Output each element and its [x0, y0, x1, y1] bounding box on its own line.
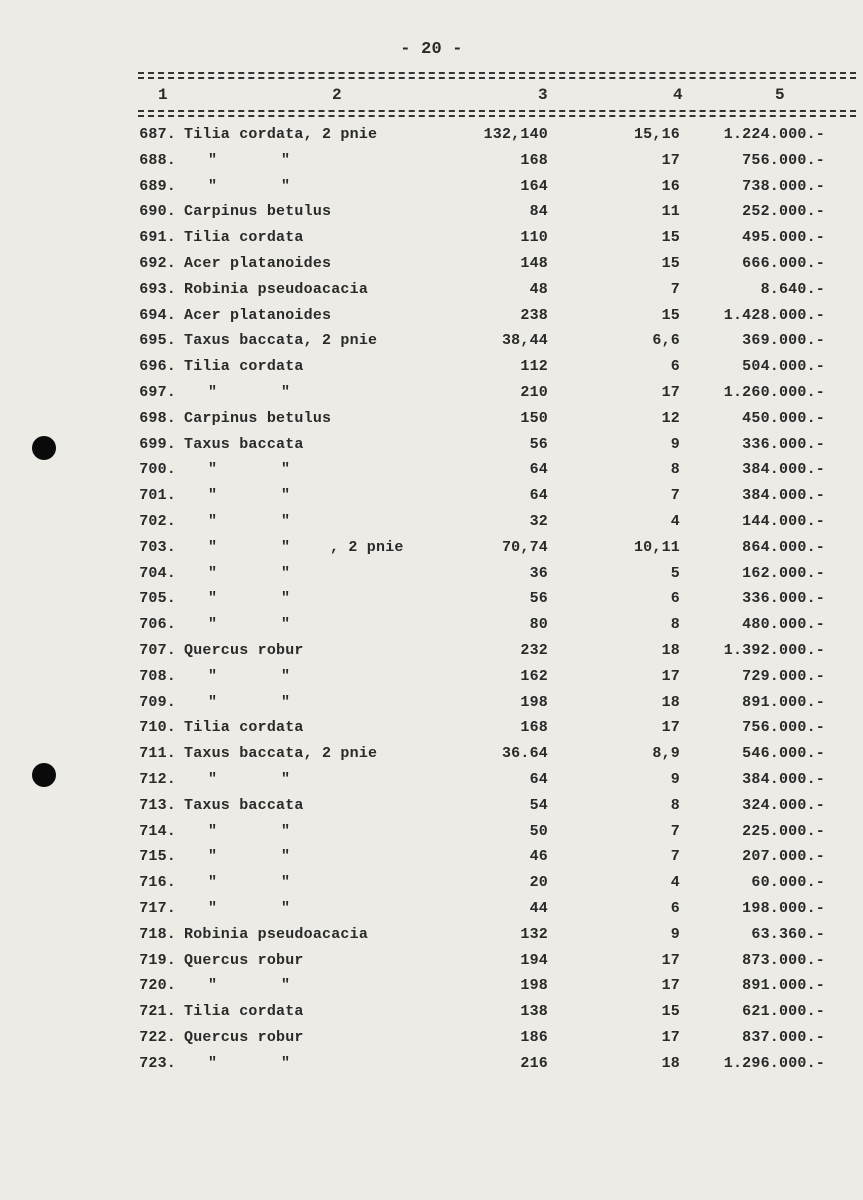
header-bottom-rule: [138, 110, 856, 112]
column-4-value: 9: [670, 925, 680, 943]
column-3-value: 64: [529, 771, 548, 788]
ditto-mark: ": [281, 538, 291, 556]
column-4-value: 4: [670, 874, 680, 892]
species-name: Tilia cordata: [184, 229, 304, 247]
column-4-value: 6,6: [652, 332, 680, 350]
ditto-mark: ": [208, 693, 218, 711]
column-5-value: 756.000.-: [742, 151, 825, 169]
row-number: 714.: [139, 822, 176, 840]
table-row: [0, 1029, 863, 1053]
ditto-mark: ": [208, 822, 218, 840]
column-4-value: 17: [661, 151, 680, 169]
row-number: 691.: [139, 229, 176, 247]
ditto-mark: ": [281, 616, 291, 634]
column-5-value: 198.000.-: [742, 900, 825, 917]
column-4-value: 8,9: [652, 745, 680, 763]
header-top-rule-2: [138, 77, 856, 79]
row-number: 716.: [139, 874, 176, 892]
column-3-value: 168: [520, 151, 548, 169]
column-4-value: 16: [661, 177, 680, 195]
ditto-mark: ": [208, 771, 218, 788]
table-row: [0, 487, 863, 511]
column-5-value: 504.000.-: [742, 358, 825, 376]
punch-hole-upper: [32, 436, 56, 460]
column-5-value: 369.000.-: [742, 332, 825, 350]
column-header-1: 1: [158, 86, 168, 104]
column-4-value: 8: [670, 796, 680, 814]
row-number: 703.: [139, 538, 176, 556]
column-4-value: 17: [661, 384, 680, 401]
column-4-value: 17: [661, 977, 680, 995]
species-name: Carpinus betulus: [184, 203, 332, 221]
column-5-value: 621.000.-: [742, 1003, 825, 1021]
column-3-value: 194: [520, 951, 548, 969]
column-3-value: 198: [520, 977, 548, 995]
ditto-mark: ": [281, 874, 291, 892]
row-number: 699.: [139, 435, 176, 453]
table-row: [0, 771, 863, 795]
column-4-value: 6: [670, 358, 680, 376]
column-3-value: 210: [520, 384, 548, 401]
ditto-mark: ": [208, 667, 218, 685]
species-name: Tilia cordata: [184, 719, 304, 737]
column-5-value: 225.000.-: [742, 822, 825, 840]
column-header-3: 3: [538, 86, 548, 104]
column-5-value: 729.000.-: [742, 667, 825, 685]
column-3-value: 48: [529, 280, 548, 298]
row-number: 694.: [139, 306, 176, 324]
header-bottom-rule-2: [138, 115, 856, 117]
table-row: [0, 539, 863, 563]
row-number: 710.: [139, 719, 176, 737]
page-number: - 20 -: [400, 40, 463, 59]
row-number: 718.: [139, 925, 176, 943]
column-3-value: 56: [529, 435, 548, 453]
column-3-value: 198: [520, 693, 548, 711]
column-3-value: 132: [520, 925, 548, 943]
ditto-mark: ": [208, 874, 218, 892]
column-3-value: 44: [529, 900, 548, 917]
column-4-value: 18: [661, 693, 680, 711]
table-row: [0, 926, 863, 950]
column-3-value: 150: [520, 409, 548, 427]
punch-hole-lower: [32, 763, 56, 787]
column-3-value: 232: [520, 642, 548, 659]
row-number: 723.: [139, 1054, 176, 1072]
table-row: [0, 668, 863, 692]
table-row: [0, 203, 863, 227]
table-row: [0, 281, 863, 305]
column-4-value: 9: [670, 435, 680, 453]
ditto-mark: ": [208, 513, 218, 530]
ditto-mark: ": [281, 693, 291, 711]
column-5-value: 480.000.-: [742, 616, 825, 634]
column-5-value: 738.000.-: [742, 177, 825, 195]
column-3-value: 164: [520, 177, 548, 195]
table-row: [0, 1003, 863, 1027]
column-3-value: 162: [520, 667, 548, 685]
column-5-value: 873.000.-: [742, 951, 825, 969]
row-number: 720.: [139, 977, 176, 995]
table-row: [0, 874, 863, 898]
table-row: [0, 848, 863, 872]
ditto-mark: ": [281, 1054, 291, 1072]
table-row: [0, 384, 863, 408]
column-3-value: 84: [529, 203, 548, 221]
column-3-value: 36: [529, 564, 548, 582]
ditto-mark: ": [208, 900, 218, 917]
ditto-mark: ": [208, 538, 218, 556]
table-row: [0, 358, 863, 382]
column-3-value: 186: [520, 1029, 548, 1046]
ditto-mark: ": [281, 977, 291, 995]
column-3-value: 80: [529, 616, 548, 634]
column-5-value: 8.640.-: [760, 280, 825, 298]
row-number: 717.: [139, 900, 176, 917]
column-4-value: 7: [670, 822, 680, 840]
row-number: 707.: [139, 642, 176, 659]
ditto-mark: ": [208, 848, 218, 866]
column-4-value: 4: [670, 513, 680, 530]
column-4-value: 8: [670, 461, 680, 479]
row-number: 688.: [139, 151, 176, 169]
species-name: Taxus baccata, 2 pnie: [184, 745, 378, 763]
column-5-value: 864.000.-: [742, 538, 825, 556]
row-number: 695.: [139, 332, 176, 350]
column-5-value: 162.000.-: [742, 564, 825, 582]
ditto-mark: ": [281, 513, 291, 530]
table-row: [0, 513, 863, 537]
column-4-value: 7: [670, 487, 680, 505]
row-number: 708.: [139, 667, 176, 685]
ditto-mark: ": [281, 771, 291, 788]
row-number: 712.: [139, 771, 176, 788]
table-row: [0, 590, 863, 614]
row-number: 693.: [139, 280, 176, 298]
column-3-value: 50: [529, 822, 548, 840]
column-3-value: 64: [529, 487, 548, 505]
row-number: 697.: [139, 384, 176, 401]
species-name: Taxus baccata, 2 pnie: [184, 332, 378, 350]
species-name: Quercus robur: [184, 1029, 304, 1046]
column-5-value: 336.000.-: [742, 590, 825, 608]
column-4-value: 18: [661, 1054, 680, 1072]
column-5-value: 60.000.-: [751, 874, 825, 892]
column-5-value: 495.000.-: [742, 229, 825, 247]
table-row: [0, 977, 863, 1001]
species-name: Acer platanoides: [184, 255, 332, 272]
column-4-value: 7: [670, 280, 680, 298]
table-row: [0, 823, 863, 847]
table-row: [0, 332, 863, 356]
ditto-mark: ": [281, 900, 291, 917]
row-number: 719.: [139, 951, 176, 969]
column-4-value: 11: [661, 203, 680, 221]
row-number: 702.: [139, 513, 176, 530]
table-row: [0, 616, 863, 640]
column-3-value: 216: [520, 1054, 548, 1072]
column-4-value: 15: [661, 255, 680, 272]
column-4-value: 15: [661, 306, 680, 324]
table-row: [0, 797, 863, 821]
column-4-value: 17: [661, 667, 680, 685]
column-5-value: 891.000.-: [742, 693, 825, 711]
row-number: 696.: [139, 358, 176, 376]
ditto-mark: ": [281, 590, 291, 608]
row-number: 721.: [139, 1003, 176, 1021]
species-name: Quercus robur: [184, 642, 304, 659]
column-5-value: 324.000.-: [742, 796, 825, 814]
column-4-value: 17: [661, 951, 680, 969]
ditto-mark: ": [281, 384, 291, 401]
column-5-value: 1.260.000.-: [723, 384, 825, 401]
column-4-value: 8: [670, 616, 680, 634]
row-number: 690.: [139, 203, 176, 221]
column-4-value: 15,16: [633, 126, 680, 143]
species-name: Tilia cordata, 2 pnie: [184, 126, 378, 143]
row-number: 704.: [139, 564, 176, 582]
table-row: [0, 152, 863, 176]
table-row: [0, 719, 863, 743]
table-row: [0, 461, 863, 485]
table-row: [0, 178, 863, 202]
row-number: 715.: [139, 848, 176, 866]
column-3-value: 148: [520, 255, 548, 272]
row-number: 722.: [139, 1029, 176, 1046]
column-5-value: 207.000.-: [742, 848, 825, 866]
row-number: 698.: [139, 409, 176, 427]
table-row: [0, 436, 863, 460]
column-5-value: 756.000.-: [742, 719, 825, 737]
table-row: [0, 952, 863, 976]
column-3-value: 132,140: [483, 126, 548, 143]
row-number: 705.: [139, 590, 176, 608]
ditto-mark: ": [208, 384, 218, 401]
species-name: Acer platanoides: [184, 306, 332, 324]
column-4-value: 15: [661, 229, 680, 247]
row-number: 709.: [139, 693, 176, 711]
column-4-value: 17: [661, 719, 680, 737]
stems-note: , 2 pnie: [330, 538, 404, 556]
table-row: [0, 745, 863, 769]
column-3-value: 20: [529, 874, 548, 892]
species-name: Robinia pseudoacacia: [184, 280, 369, 298]
ditto-mark: ": [281, 848, 291, 866]
column-5-value: 63.360.-: [751, 925, 825, 943]
ditto-mark: ": [281, 461, 291, 479]
column-header-4: 4: [673, 86, 683, 104]
header-top-rule: [138, 72, 856, 74]
ditto-mark: ": [208, 461, 218, 479]
column-5-value: 336.000.-: [742, 435, 825, 453]
ditto-mark: ": [208, 487, 218, 505]
ditto-mark: ": [281, 822, 291, 840]
column-4-value: 6: [670, 900, 680, 917]
column-5-value: 546.000.-: [742, 745, 825, 763]
species-name: Tilia cordata: [184, 358, 304, 376]
table-row: [0, 255, 863, 279]
table-row: [0, 410, 863, 434]
column-3-value: 238: [520, 306, 548, 324]
row-number: 706.: [139, 616, 176, 634]
column-header-5: 5: [775, 86, 785, 104]
ditto-mark: ": [208, 564, 218, 582]
column-3-value: 110: [520, 229, 548, 247]
column-5-value: 837.000.-: [742, 1029, 825, 1046]
table-row: [0, 126, 863, 150]
column-5-value: 144.000.-: [742, 513, 825, 530]
column-3-value: 70,74: [501, 538, 548, 556]
column-header-2: 2: [332, 86, 342, 104]
table-row: [0, 694, 863, 718]
row-number: 687.: [139, 126, 176, 143]
column-3-value: 38,44: [501, 332, 548, 350]
column-5-value: 1.224.000.-: [723, 126, 825, 143]
row-number: 692.: [139, 255, 176, 272]
species-name: Tilia cordata: [184, 1003, 304, 1021]
row-number: 713.: [139, 796, 176, 814]
ditto-mark: ": [208, 1054, 218, 1072]
column-3-value: 46: [529, 848, 548, 866]
ditto-mark: ": [208, 590, 218, 608]
table-row: [0, 1055, 863, 1079]
ditto-mark: ": [208, 177, 218, 195]
column-5-value: 252.000.-: [742, 203, 825, 221]
column-4-value: 10,11: [633, 538, 680, 556]
column-5-value: 384.000.-: [742, 461, 825, 479]
column-5-value: 450.000.-: [742, 409, 825, 427]
column-3-value: 56: [529, 590, 548, 608]
table-row: [0, 900, 863, 924]
ditto-mark: ": [281, 564, 291, 582]
ditto-mark: ": [281, 177, 291, 195]
column-3-value: 32: [529, 513, 548, 530]
column-4-value: 15: [661, 1003, 680, 1021]
ditto-mark: ": [281, 667, 291, 685]
species-name: Taxus baccata: [184, 435, 304, 453]
row-number: 689.: [139, 177, 176, 195]
column-4-value: 7: [670, 848, 680, 866]
table-row: [0, 565, 863, 589]
column-3-value: 64: [529, 461, 548, 479]
column-4-value: 5: [670, 564, 680, 582]
column-3-value: 168: [520, 719, 548, 737]
ditto-mark: ": [281, 151, 291, 169]
column-4-value: 17: [661, 1029, 680, 1046]
ditto-mark: ": [281, 487, 291, 505]
column-4-value: 12: [661, 409, 680, 427]
column-5-value: 384.000.-: [742, 771, 825, 788]
ditto-mark: ": [208, 151, 218, 169]
column-5-value: 1.296.000.-: [723, 1054, 825, 1072]
ditto-mark: ": [208, 977, 218, 995]
column-5-value: 1.392.000.-: [723, 642, 825, 659]
species-name: Robinia pseudoacacia: [184, 925, 369, 943]
table-row: [0, 307, 863, 331]
column-5-value: 891.000.-: [742, 977, 825, 995]
table-row: [0, 229, 863, 253]
row-number: 711.: [139, 745, 176, 763]
species-name: Carpinus betulus: [184, 409, 332, 427]
species-name: Taxus baccata: [184, 796, 304, 814]
column-5-value: 384.000.-: [742, 487, 825, 505]
column-5-value: 666.000.-: [742, 255, 825, 272]
column-3-value: 112: [520, 358, 548, 376]
column-5-value: 1.428.000.-: [723, 306, 825, 324]
column-3-value: 138: [520, 1003, 548, 1021]
column-4-value: 18: [661, 642, 680, 659]
species-name: Quercus robur: [184, 951, 304, 969]
row-number: 701.: [139, 487, 176, 505]
ditto-mark: ": [208, 616, 218, 634]
column-4-value: 9: [670, 771, 680, 788]
row-number: 700.: [139, 461, 176, 479]
column-3-value: 54: [529, 796, 548, 814]
column-4-value: 6: [670, 590, 680, 608]
column-3-value: 36.64: [501, 745, 548, 763]
table-row: [0, 642, 863, 666]
